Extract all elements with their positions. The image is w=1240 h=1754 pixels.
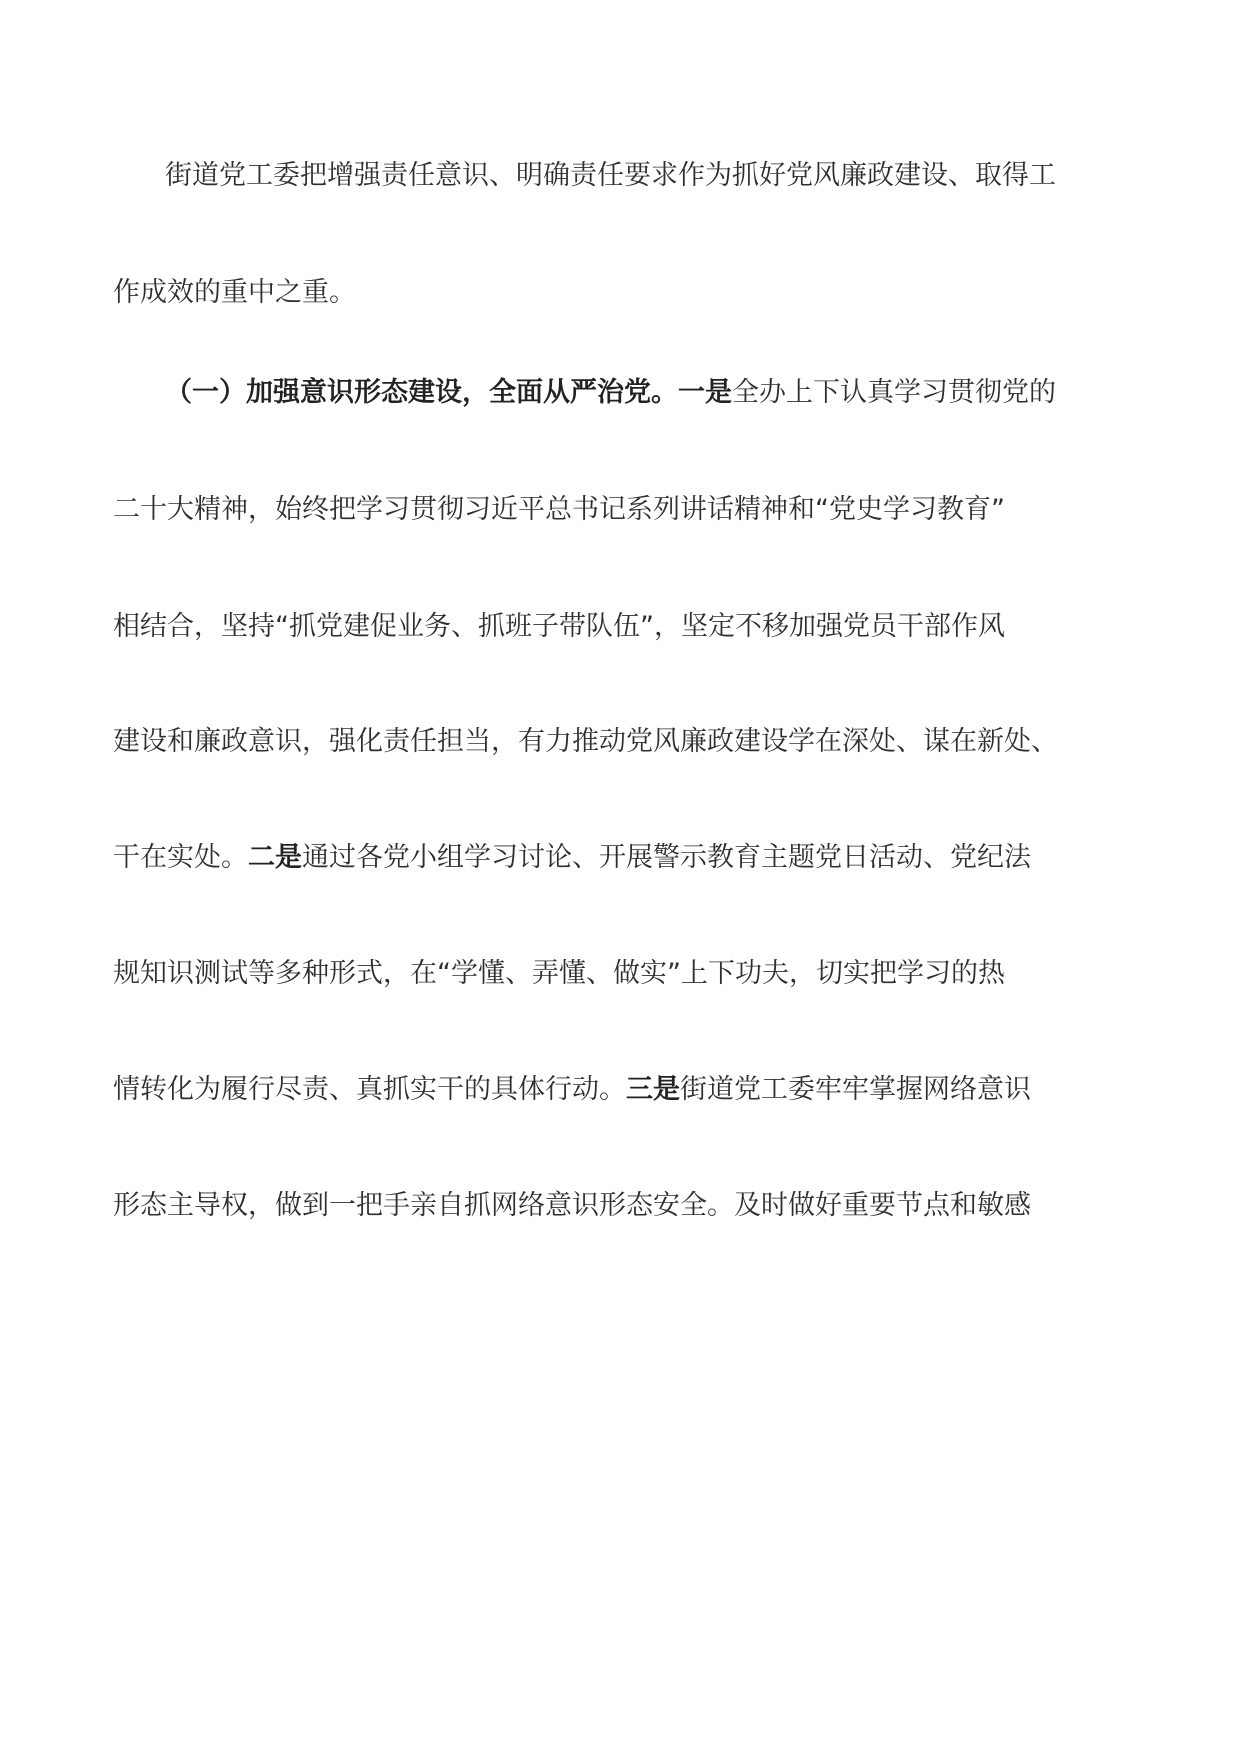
item-marker-two: 二是	[248, 842, 302, 873]
paragraph-text: 建设和廉政意识，强化责任担当，有力推动党风廉政建设学在深处、谋在新处、	[113, 726, 1058, 757]
paragraph-text: 街道党工委牢牢掌握网络意识	[680, 1074, 1031, 1105]
paragraph-2-line-8	[113, 1186, 1153, 1226]
item-marker-one: 一是	[678, 377, 732, 408]
paragraph-text: 干在实处。	[113, 842, 248, 873]
paragraph-1-line-2	[113, 273, 1153, 313]
paragraph-text: 情转化为履行尽责、真抓实干的具体行动。	[113, 1074, 626, 1105]
paragraph-text: 规知识测试等多种形式，在“学懂、弄懂、做实”上下功夫，切实把学习的热	[113, 958, 1005, 989]
paragraph-text: 二十大精神，始终把学习贯彻习近平总书记系列讲话精神和“党史学习教育”	[113, 494, 1005, 525]
paragraph-text: 相结合，坚持“抓党建促业务、抓班子带队伍”，坚定不移加强党员干部作风	[113, 611, 1005, 642]
paragraph-text: 街道党工委把增强责任意识、明确责任要求作为抓好党风廉政建设、取得工	[165, 160, 1056, 191]
paragraph-2-line-2	[113, 490, 1153, 530]
paragraph-text: 通过各党小组学习讨论、开展警示教育主题党日活动、党纪法	[302, 842, 1031, 873]
paragraph-text: 作成效的重中之重。	[113, 277, 356, 308]
paragraph-2-line-1	[165, 373, 1205, 413]
paragraph-text: 全办上下认真学习贯彻党的	[732, 377, 1056, 408]
paragraph-2-line-6	[113, 954, 1153, 994]
paragraph-2-line-7	[113, 1070, 1153, 1110]
paragraph-text: 形态主导权，做到一把手亲自抓网络意识形态安全。及时做好重要节点和敏感	[113, 1190, 1031, 1221]
paragraph-2-line-5	[113, 838, 1153, 878]
item-marker-three: 三是	[626, 1074, 680, 1105]
paragraph-1-line-1	[165, 156, 1205, 196]
section-heading: （一）加强意识形态建设，全面从严治党。	[165, 377, 678, 408]
paragraph-2-line-3	[113, 607, 1153, 647]
paragraph-2-line-4	[113, 722, 1153, 762]
